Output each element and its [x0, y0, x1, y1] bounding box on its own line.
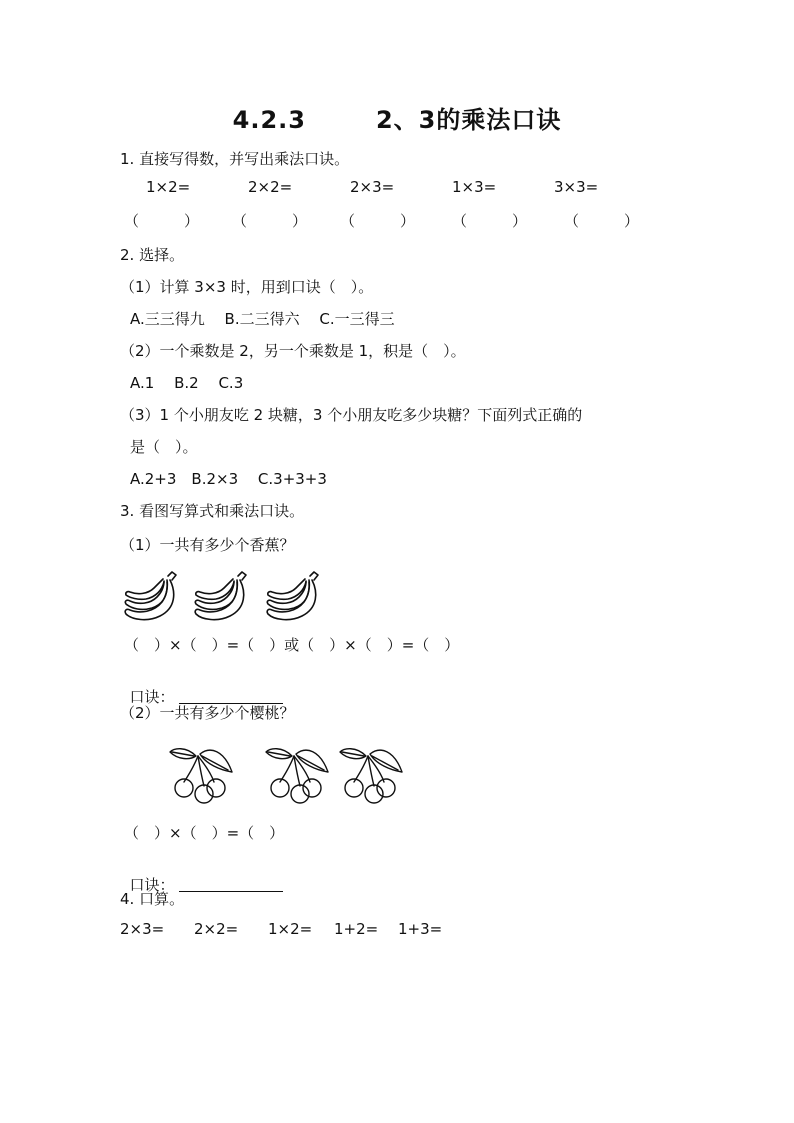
q3-sub2-formula[interactable]: （ ）×（ ）=（ ）: [124, 824, 285, 842]
answer-blank[interactable]: （ ）: [124, 212, 200, 230]
q4-heading: 4. 口算。: [120, 890, 185, 908]
mnemonic-label: 口诀：: [129, 688, 175, 706]
cherry-icon: [336, 742, 408, 804]
q2-sub1-question: （1）计算 3×3 时，用到口诀（ ）。: [120, 278, 374, 296]
q2-sub1-options: A.三三得九 B.二三得六 C.一三得三: [130, 310, 395, 328]
oral-item: 2×3=: [120, 920, 165, 938]
q1-answer-blanks: [0, 210, 794, 230]
answer-blank[interactable]: （ ）: [232, 212, 308, 230]
q2-sub3-options: A.2+3 B.2×3 C.3+3+3: [130, 470, 327, 488]
title-text: 2、3的乘法口诀: [375, 106, 562, 134]
oral-item: 1+2=: [334, 920, 379, 938]
q1-equation: 2×2=: [248, 178, 293, 196]
q2-sub3-question-line1: （3）1 个小朋友吃 2 块糖，3 个小朋友吃多少块糖？下面列式正确的: [120, 406, 583, 424]
answer-blank[interactable]: （ ）: [452, 212, 528, 230]
q3-sub1-formula[interactable]: （ ）×（ ）=（ ）或（ ）×（ ）=（ ）: [124, 636, 460, 654]
q1-equation: 3×3=: [554, 178, 599, 196]
answer-blank[interactable]: （ ）: [340, 212, 416, 230]
title-number: 4.2.3: [232, 106, 306, 134]
q2-sub2-question: （2）一个乘数是 2，另一个乘数是 1，积是（ ）。: [120, 342, 466, 360]
q2-sub2-options: A.1 B.2 C.3: [130, 374, 244, 392]
answer-blank[interactable]: （ ）: [564, 212, 640, 230]
q3-sub2-question: （2）一共有多少个樱桃？: [120, 704, 295, 722]
q1-equation: 1×3=: [452, 178, 497, 196]
q2-heading: 2. 选择。: [120, 246, 185, 264]
q3-sub1-question: （1）一共有多少个香蕉？: [120, 536, 295, 554]
mnemonic-answer-line[interactable]: [179, 877, 283, 892]
page-title: [0, 100, 794, 135]
q3-heading: 3. 看图写算式和乘法口诀。: [120, 502, 305, 520]
banana-bunch-icon: [262, 568, 330, 626]
q1-equations: [0, 178, 794, 198]
banana-bunch-icon: [120, 568, 188, 626]
oral-item: 1+3=: [398, 920, 443, 938]
mnemonic-label: 口诀：: [129, 876, 175, 894]
cherry-icon: [262, 742, 334, 804]
oral-item: 1×2=: [268, 920, 313, 938]
q1-equation: 1×2=: [146, 178, 191, 196]
banana-bunch-icon: [190, 568, 258, 626]
oral-item: 2×2=: [194, 920, 239, 938]
cherry-icon: [166, 742, 238, 804]
q2-sub3-question-line2: 是（ ）。: [130, 438, 198, 456]
q1-heading: 1. 直接写得数，并写出乘法口诀。: [120, 150, 350, 168]
q1-equation: 2×3=: [350, 178, 395, 196]
